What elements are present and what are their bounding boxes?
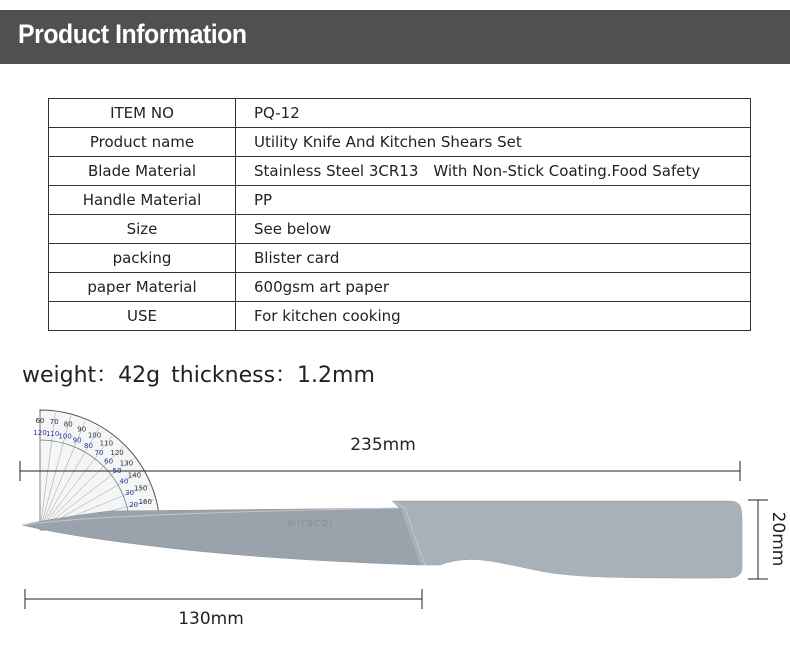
spec-key: ITEM NO	[49, 99, 236, 128]
protractor-inner-tick: 30	[125, 488, 135, 497]
spec-value: See below	[236, 215, 751, 244]
protractor-outer-tick: 120	[110, 448, 124, 457]
spec-key: Blade Material	[49, 157, 236, 186]
protractor-outer-tick: 60	[35, 417, 45, 425]
table-row	[49, 186, 751, 215]
protractor-outer-tick: 70	[49, 417, 59, 426]
protractor-outer-tick: 110	[99, 439, 114, 448]
spec-value: PQ-12	[236, 99, 751, 128]
spec-key: USE	[49, 302, 236, 331]
table-row	[49, 99, 751, 128]
spec-key: Product name	[49, 128, 236, 157]
spec-value: Blister card	[236, 244, 751, 273]
protractor-inner-tick: 40	[119, 477, 129, 486]
table-row	[49, 157, 751, 186]
protractor-outer-tick: 160	[138, 497, 152, 506]
table-row	[49, 215, 751, 244]
knife-blade	[22, 508, 420, 565]
protractor-inner-tick: 120	[33, 429, 47, 437]
spec-value: PP	[236, 186, 751, 215]
protractor-outer-tick: 90	[77, 425, 87, 434]
spec-key: Handle Material	[49, 186, 236, 215]
handle-height-label: 20mm	[768, 511, 788, 567]
blade-length-label: 130mm	[178, 609, 244, 629]
protractor-outer-tick: 140	[127, 471, 142, 480]
blade-length-dimension	[25, 589, 422, 629]
protractor-inner-tick: 70	[94, 449, 104, 458]
protractor-inner-tick: 60	[104, 457, 114, 466]
protractor-outer-tick: 130	[119, 459, 134, 468]
handle-height-dimension	[748, 500, 788, 579]
table-row	[49, 244, 751, 273]
protractor-inner-tick: 100	[58, 432, 72, 441]
spec-key: packing	[49, 244, 236, 273]
protractor-inner-tick: 20	[129, 500, 139, 509]
spec-key: Size	[49, 215, 236, 244]
protractor-inner-tick: 90	[72, 436, 82, 445]
protractor-inner-tick: 80	[84, 441, 93, 450]
protractor-outer-tick: 150	[134, 484, 148, 493]
header-bar	[0, 10, 790, 64]
table-row	[49, 273, 751, 302]
page-title: Product Information	[18, 19, 247, 49]
spec-value: 600gsm art paper	[236, 273, 751, 302]
knife-handle	[392, 501, 742, 578]
knife-drawing	[0, 395, 790, 664]
weight-text: weight：42g	[22, 363, 161, 388]
spec-value: Stainless Steel 3CR13 With Non-Stick Coating.Food Safety	[236, 157, 751, 186]
knife-brand-logo: wiracol	[287, 516, 334, 529]
spec-table	[48, 98, 751, 331]
protractor-inner-tick: 110	[45, 429, 60, 438]
protractor-inner-tick: 50	[112, 466, 122, 475]
spec-value: For kitchen cooking	[236, 302, 751, 331]
protractor-outer-tick: 100	[87, 431, 102, 440]
protractor-outer-tick: 80	[63, 420, 73, 429]
weight-thickness-line	[22, 358, 379, 389]
spec-value: Utility Knife And Kitchen Shears Set	[236, 128, 751, 157]
table-row	[49, 302, 751, 331]
table-row	[49, 128, 751, 157]
spec-key: paper Material	[49, 273, 236, 302]
total-length-label: 235mm	[350, 435, 416, 455]
thickness-text: thickness：1.2mm	[171, 363, 375, 388]
